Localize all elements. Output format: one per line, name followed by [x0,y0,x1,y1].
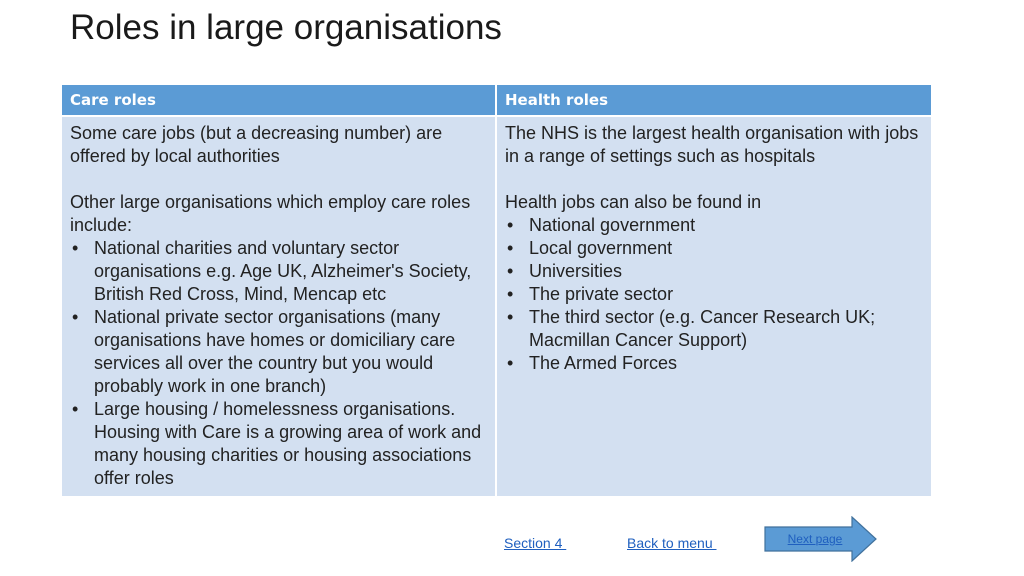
page-title: Roles in large organisations [70,8,502,47]
list-item: • Local government [507,238,673,258]
list-item: • The Armed Forces [507,353,678,373]
table-row [62,116,931,496]
bullet-icon: • [507,284,514,304]
list-item: • The third sector (e.g. Cancer Research UK; Macmillan Cancer Support) [507,307,876,350]
bullet-icon: • [507,238,514,258]
bullet-icon: • [507,353,514,373]
bullet-icon: • [507,261,514,281]
health-lead-text: Health jobs can also be found in [505,192,762,212]
bullet-icon: • [72,307,79,327]
section-4-link[interactable]: Section 4 [504,535,567,551]
list-item: • Universities [507,261,623,281]
list-item: • Large housing / homelessness organisations. Housing with Care is a growing area of work and many housing charities or housing associations offer roles [72,399,482,488]
bullet-icon: • [72,238,79,258]
care-bullet-list [70,237,487,490]
list-item: • National government [507,215,696,235]
roles-table [62,85,931,496]
back-to-menu-link[interactable]: Back to menu [627,535,717,551]
table-header-row [62,85,931,116]
bullet-icon: • [72,399,79,419]
health-intro-text: The NHS is the largest health organisation with jobs in a range of settings such as hospitals [505,123,919,166]
next-page-button[interactable] [764,516,878,562]
list-item: • National private sector organisations (many organisations have homes or domiciliary care services all over the country but you would probably work in one branch) [72,307,456,396]
care-roles-header: Care roles [62,85,496,116]
list-item: • The private sector [507,284,674,304]
care-lead-text: Other large organisations which employ care roles include: [70,192,471,235]
bullet-icon: • [507,215,514,235]
bullet-icon: • [507,307,514,327]
care-roles-cell [62,116,496,496]
health-roles-header: Health roles [496,85,931,116]
health-bullet-list [505,214,923,375]
next-page-label: Next page [787,532,843,546]
care-intro-text: Some care jobs (but a decreasing number) are offered by local authorities [70,123,443,166]
list-item: • National charities and voluntary sector organisations e.g. Age UK, Alzheimer's Society, British Red Cross, Mind, Mencap etc [72,238,472,304]
health-roles-cell [496,116,931,496]
